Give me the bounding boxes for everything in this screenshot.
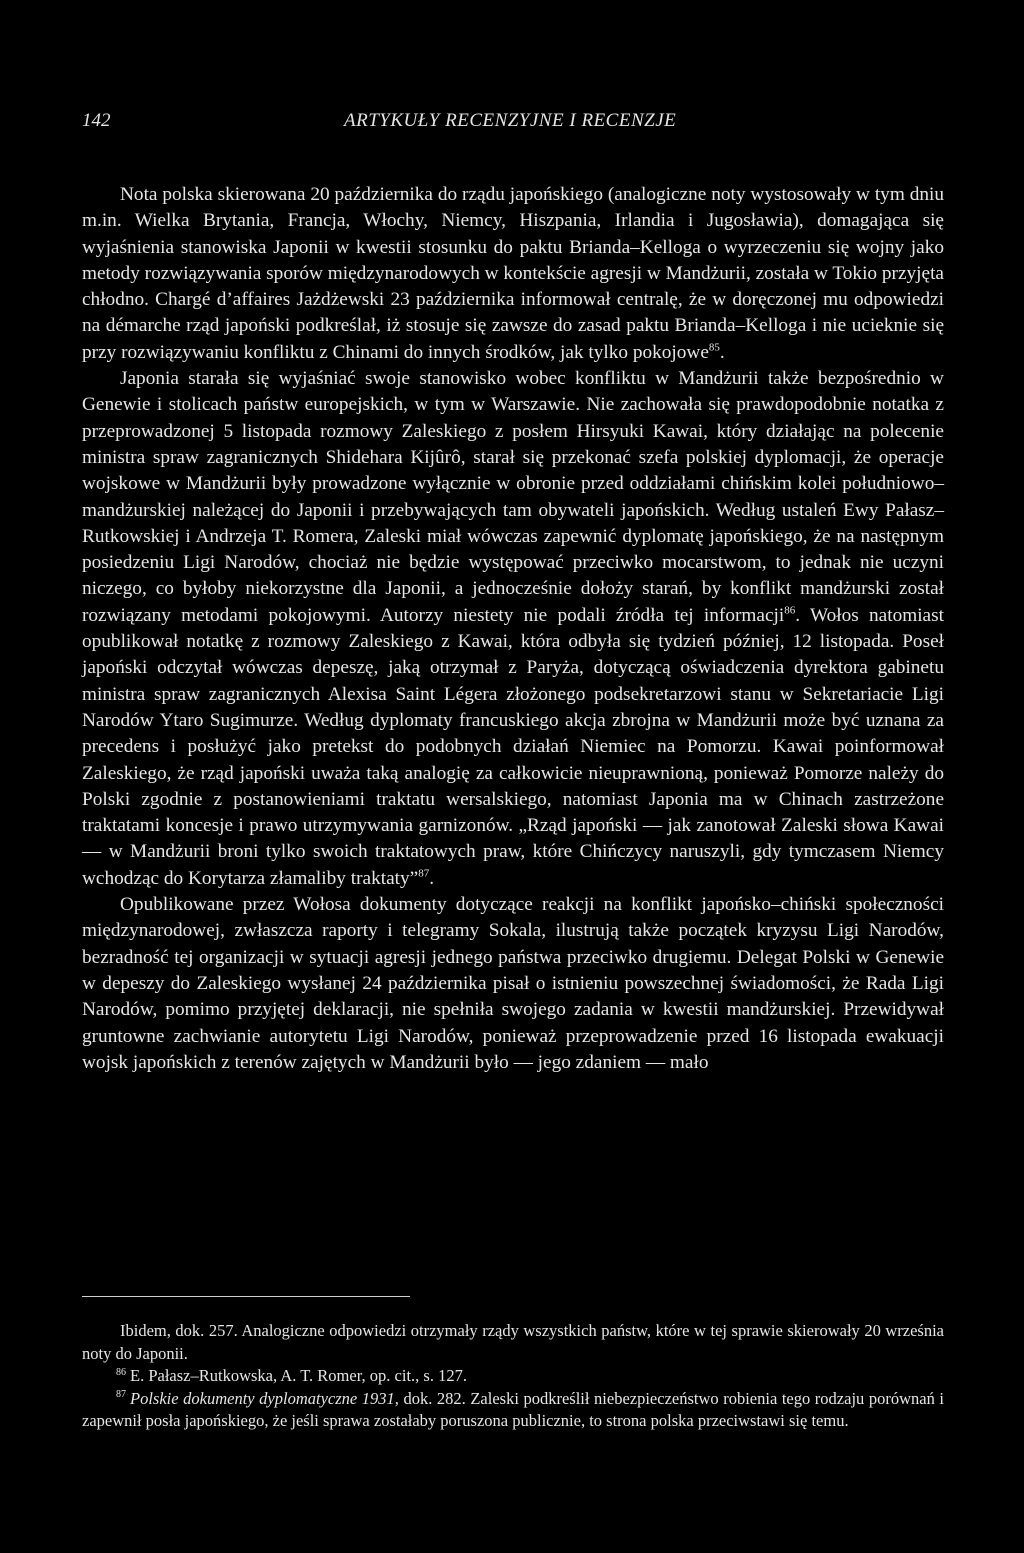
footnote-86-text: E. Pałasz–Rutkowska, A. T. Romer, op. cit., s. 127. <box>130 1366 467 1385</box>
paragraph-2-end: . <box>429 867 435 889</box>
paragraph-1-text: Nota polska skierowana 20 października do rządu japońskiego (analogiczne noty wystosowały w tym dniu m.in. Wielka Brytania, Francja, Włochy, Niemcy, Hiszpania, Irlandia i Jugosławia), domagająca się wyjaśnienia stanowiska Japonii w kwestii stosunku do paktu Brianda–Kelloga o wyrzeczeniu się wojny jako metody rozwiązywania sporów międzynarodowych w kontekście agresji w Mandżurii, została w Tokio przyjęta chłodno. Chargé d’affaires Jażdżewski 23 października informował centralę, że w doręczonej mu odpowiedzi na démarche rząd japoński podkreślał, iż stosuje się zawsze do zasad paktu Brianda–Kelloga i nie ucieknie się przy rozwiązywaniu konfliktu z Chinami do innych środków, jak tylko pokojowe <box>82 184 944 363</box>
footnote-87-number: 87 <box>116 1389 126 1400</box>
footnote-87-title: Polskie dokumenty dyplomatyczne 1931 <box>130 1388 395 1408</box>
paragraph-1 <box>82 182 944 366</box>
footnotes <box>82 1320 944 1433</box>
paragraph-3: Opublikowane przez Wołosa dokumenty dotyczące reakcji na konflikt japońsko–chiński społeczności międzynarodowej, zwłaszcza raporty i telegramy Sokala, ilustrują także początek kryzysu Ligi Narodów, bezradność tej organizacji w sytuacji agresji jednego państwa przeciwko drugiemu. Delegat Polski w Genewie w depeszy do Zaleskiego wysłanej 24 października pisał o istnieniu powszechnej świadomości, że Rada Ligi Narodów, pomimo przyjętej deklaracji, nie spełniła swojego zadania w kwestii mandżurskiej. Przewidywał gruntowne zachwianie autorytetu Ligi Narodów, ponieważ przeprowadzenie przed 16 listopada ewakuacji wojsk japońskich z terenów zajętych w Mandżurii było — jego zdaniem — mało <box>82 894 944 1073</box>
footnote-85: Ibidem, dok. 257. Analogiczne odpowiedzi otrzymały rządy wszystkich państw, które w tej sprawie skierowały 20 września noty do Japonii. <box>82 1321 944 1363</box>
footnote-87-text: , dok. 282. Zaleski podkreślił niebezpieczeństwo robienia tego rodzaju porównań i zapewnił posła japońskiego, że jeśli sprawa zostałaby poruszona publicznie, to strona polska przeciwstawi się temu. <box>82 1388 944 1430</box>
footnote-86-number: 86 <box>116 1366 126 1378</box>
footnote-ref-85: 85 <box>708 341 720 354</box>
footnote-86 <box>82 1365 944 1388</box>
footnote-ref-86: 86 <box>784 604 796 617</box>
footnote-divider <box>82 1296 410 1297</box>
page-header <box>82 110 942 140</box>
footnote-87 <box>82 1388 944 1433</box>
paragraph-2-text-cont: . Wołos natomiast opublikował notatkę z rozmowy Zaleskiego z Kawai, która odbyła się tydzień później, 12 listopada. Poseł japoński odczytał wówczas depeszę, jaką otrzymał z Paryża, dotyczącą oświadczenia dyrektora gabinetu ministra spraw zagranicznych Alexisa Saint Légera złożonego podsekretarzowi stanu w Sekretariacie Ligi Narodów Ytaro Sugimurze. Według dyplomaty francuskiego akcja zbrojna w Mandżurii może być uznana za precedens i posłużyć jako pretekst do podobnych działań Niemiec na Pomorzu. Kawai poinformował Zaleskiego, że rząd japoński uważa taką analogię za całkowicie nieuprawnioną, ponieważ Pomorze należy do Polski zgodnie z postanowieniami traktatu wersalskiego, natomiast Japonia ma w Chinach zastrzeżone traktatami koncesje i prawo utrzymywania garnizonów. „Rząd japoński — jak zanotował Zaleski słowa Kawai — w Mandżurii broni tylko swoich traktatowych praw, które Chińczycy naruszyli, gdy tymczasem Niemcy wchodząc do Korytarza złamaliby traktaty” <box>82 604 944 889</box>
footnote-ref-87: 87 <box>418 867 430 880</box>
running-title: ARTYKUŁY RECENZYJNE I RECENZJE <box>344 110 677 131</box>
page-number: 142 <box>82 110 111 131</box>
main-text <box>82 182 944 1076</box>
paragraph-1-end: . <box>719 341 725 363</box>
paragraph-2 <box>82 366 944 892</box>
paragraph-2-text: Japonia starała się wyjaśniać swoje stanowisko wobec konfliktu w Mandżurii także bezpośrednio w Genewie i stolicach państw europejskich, w tym w Warszawie. Nie zachowała się prawdopodobnie notatka z przeprowadzonej 5 listopada rozmowy Zaleskiego z posłem Hirsyuki Kawai, który działając na polecenie ministra spraw zagranicznych Shidehara Kijûrô, starał się przekonać szefa polskiej dyplomacji, że operacje wojskowe w Mandżurii były prowadzone wyłącznie w obronie przed oddziałami chińskim kolei południowo–mandżurskiej należącej do Japonii i przebywających tam obywateli japońskich. Według ustaleń Ewy Pałasz–Rutkowskiej i Andrzeja T. Romera, Zaleski miał wówczas zapewnić dyplomatę japońskiego, że na następnym posiedzeniu Ligi Narodów, chociaż nie będzie występować przeciwko mocarstwom, to jednak nie uczyni niczego, co byłoby niekorzystne dla Japonii, a jednocześnie dołoży starań, by konflikt mandżurski został rozwiązany metodami pokojowymi. Autorzy niestety nie podali źródła tej informacji <box>82 368 944 626</box>
